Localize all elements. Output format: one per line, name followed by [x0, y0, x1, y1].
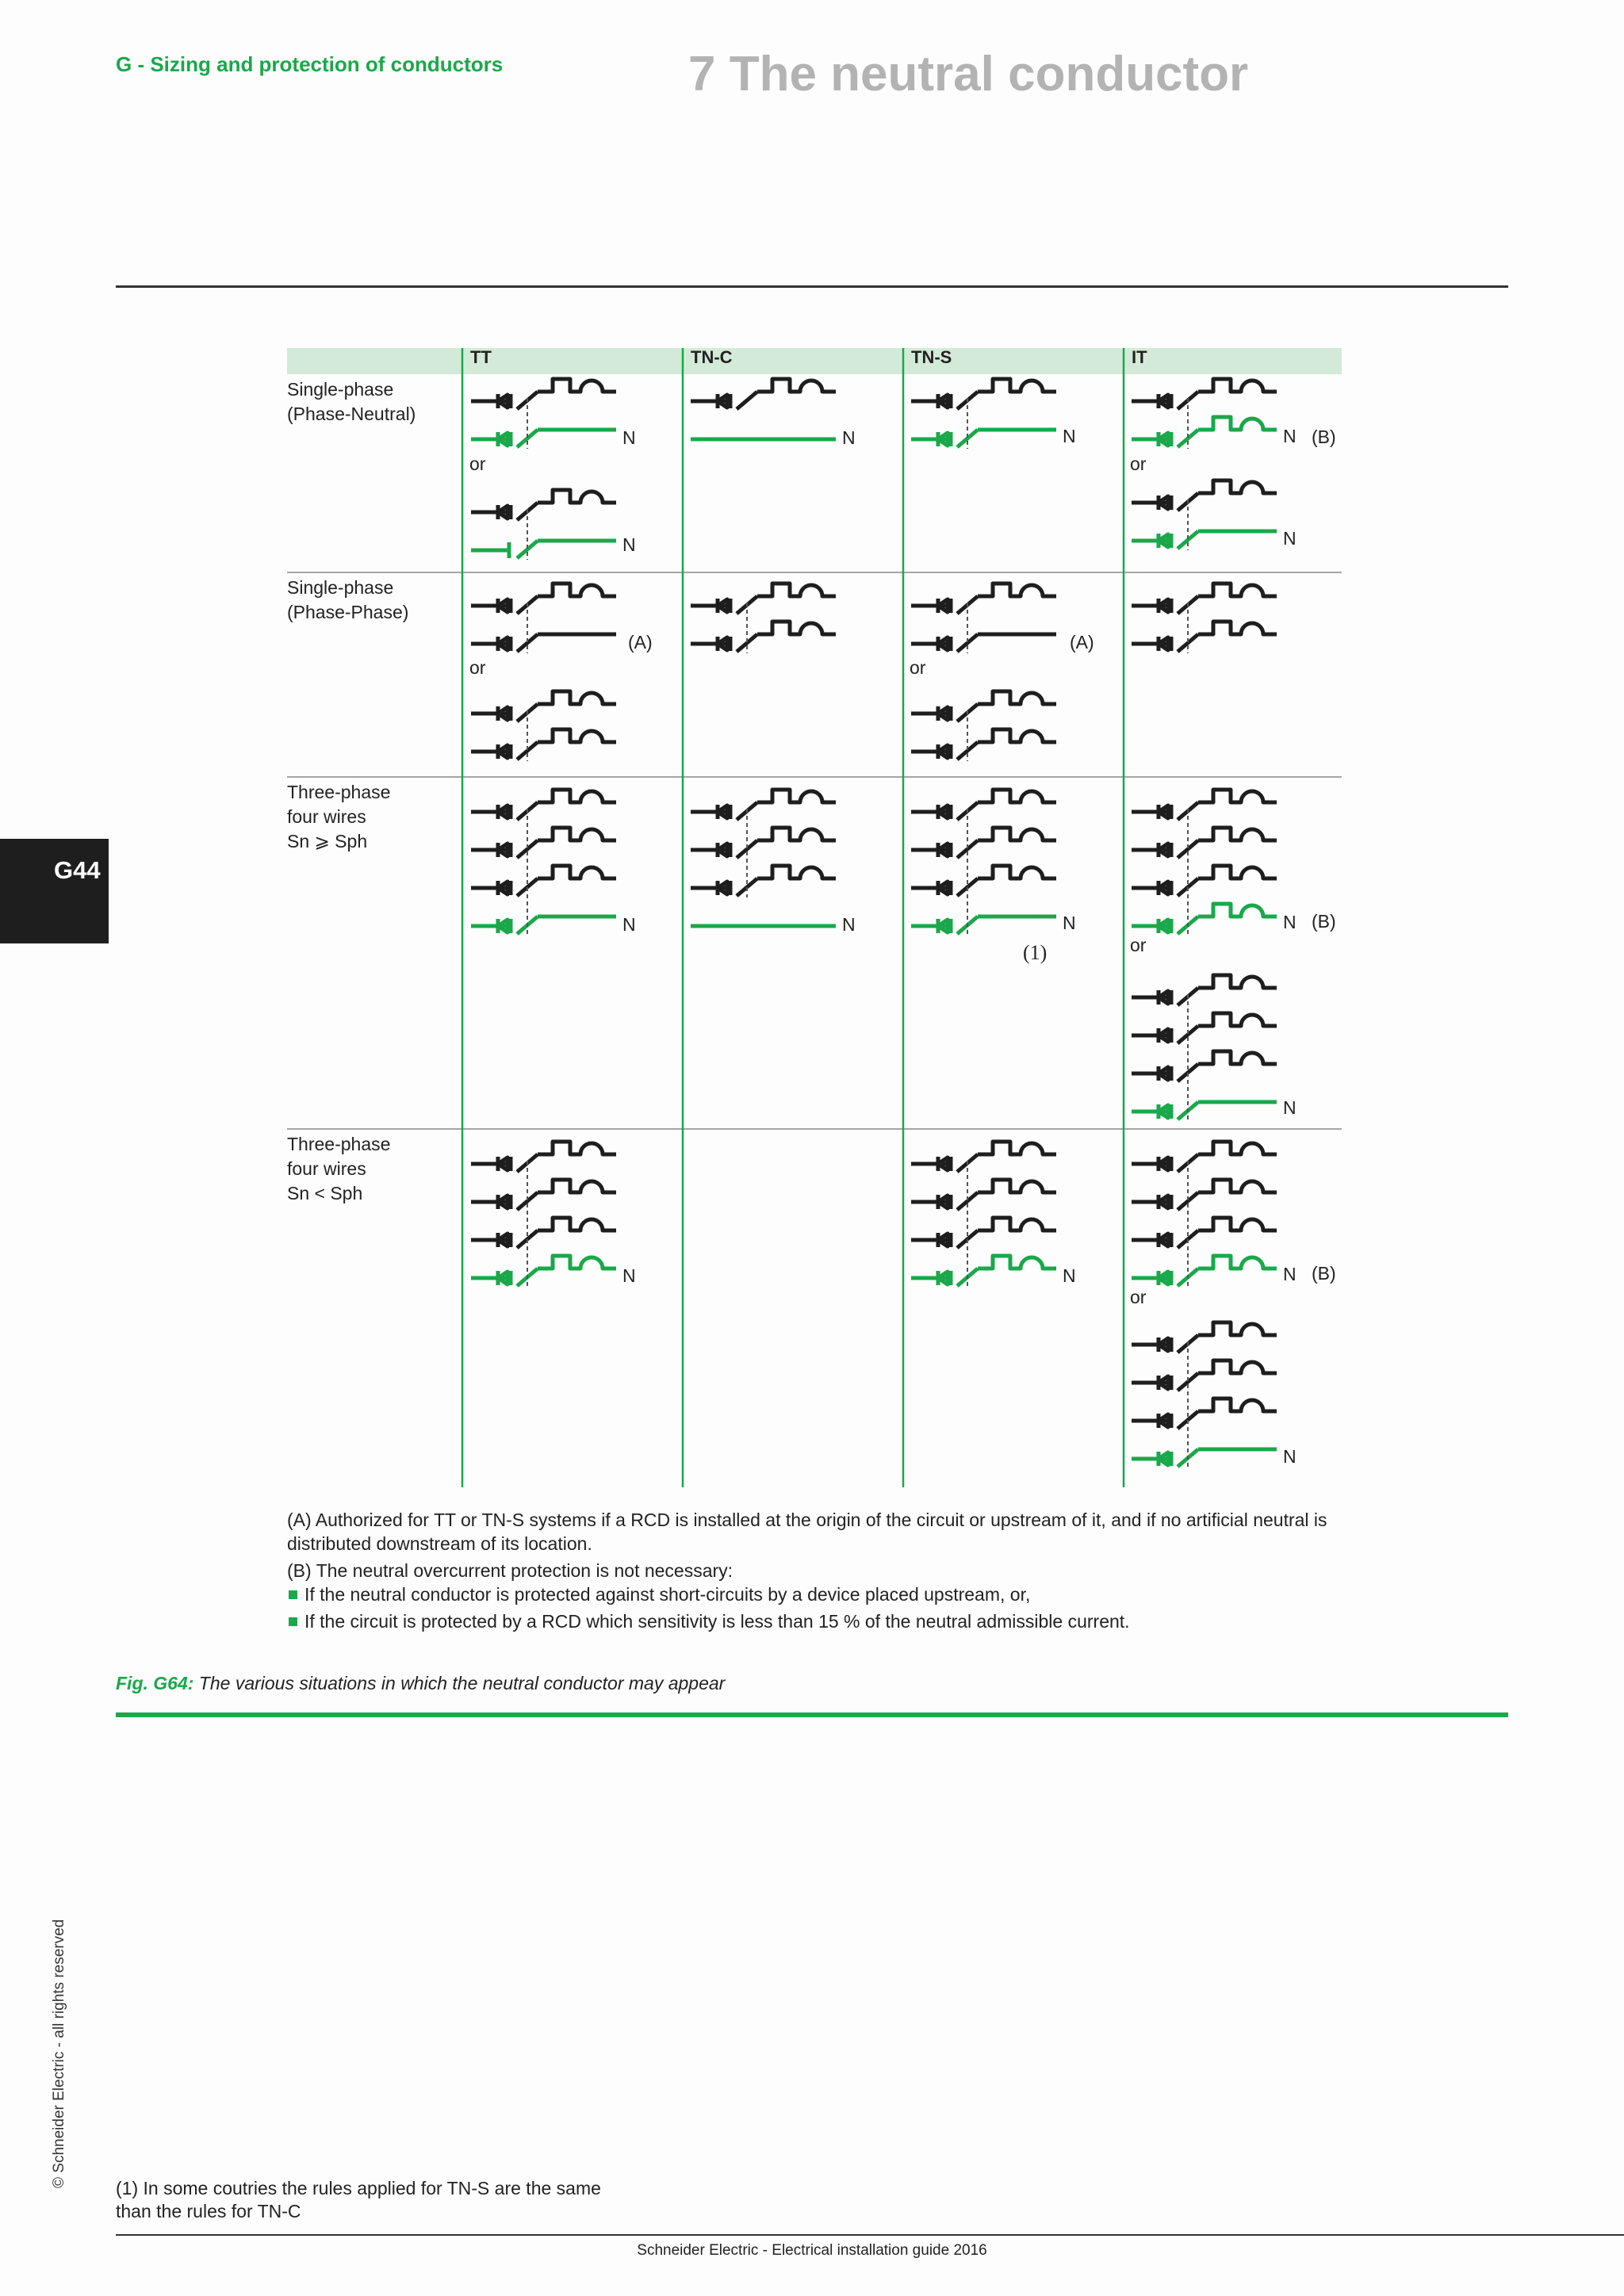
footnote	[116, 2177, 718, 2223]
note-b-bullet-2: If the circuit is protected by a RCD which sensitivity is less than 15 % of the neutral admissible current.	[287, 1609, 1342, 1633]
release-symbol	[1198, 417, 1277, 430]
release-symbol	[978, 1218, 1056, 1230]
neutral-label: N	[1283, 426, 1297, 446]
neutral-label: N	[622, 1265, 636, 1286]
or-label: or	[910, 657, 926, 678]
footnote-ref: (1)	[1023, 941, 1048, 964]
figure-notes	[287, 1508, 1342, 1633]
neutral-label: N	[1283, 1264, 1297, 1284]
phase-conductor	[691, 790, 836, 820]
footnote-line-2: than the rules for TN-C	[116, 2201, 301, 2221]
phase-conductor	[1132, 866, 1277, 896]
bottom-rule	[116, 2234, 1624, 2236]
row-label: Single-phase	[287, 577, 394, 598]
release-symbol	[1198, 1218, 1277, 1230]
phase-conductor	[1132, 790, 1277, 820]
release-symbol	[1198, 1360, 1277, 1373]
neutral-conductor	[911, 916, 1056, 934]
release-symbol	[538, 1256, 616, 1269]
note-b-marker: (B)	[1312, 911, 1336, 932]
neutral-conductor	[1132, 531, 1277, 549]
or-label: or	[469, 657, 486, 678]
release-symbol	[538, 729, 616, 742]
phase-conductor	[471, 490, 616, 520]
release-symbol	[1198, 379, 1277, 392]
release-symbol	[538, 1218, 616, 1230]
phase-conductor	[471, 691, 616, 721]
phase-conductor	[911, 828, 1056, 858]
row-label: Three-phase	[287, 1134, 391, 1154]
release-symbol	[538, 379, 616, 392]
release-symbol	[978, 691, 1056, 704]
column-header-tt: TT	[470, 347, 492, 367]
release-symbol	[1198, 1013, 1277, 1026]
release-symbol	[978, 866, 1056, 878]
phase-conductor	[471, 379, 616, 409]
note-a: (A) Authorized for TT or TN-S systems if a RCD is installed at the origin of the circuit or upstream of it, and if no artificial neutral is distributed downstream of its location.	[287, 1510, 1327, 1554]
neutral-label: N	[1063, 1265, 1076, 1286]
phase-conductor	[471, 866, 616, 896]
release-symbol	[538, 790, 616, 802]
release-symbol	[538, 490, 616, 503]
release-symbol	[538, 1180, 616, 1192]
footnote-line-1: (1) In some coutries the rules applied for TN-S are the same	[116, 2178, 601, 2198]
phase-conductor	[911, 379, 1056, 409]
release-symbol	[978, 584, 1056, 596]
page-footer: Schneider Electric - Electrical installation guide 2016	[637, 2242, 987, 2259]
release-symbol	[1198, 828, 1277, 840]
phase-conductor	[911, 1180, 1056, 1210]
release-symbol	[978, 1142, 1056, 1154]
phase-conductor	[1132, 1322, 1277, 1353]
release-symbol	[1198, 1322, 1277, 1335]
neutral-label: N	[1283, 912, 1297, 932]
note-b-marker: (B)	[1312, 427, 1336, 447]
phase-conductor	[471, 790, 616, 820]
release-symbol	[1198, 1051, 1277, 1064]
neutral-label: N	[622, 427, 636, 448]
neutral-conductor	[471, 916, 616, 934]
row-label: four wires	[287, 1158, 366, 1179]
phase-conductor	[1132, 584, 1277, 614]
phase-conductor	[1132, 379, 1277, 409]
or-label: or	[1130, 453, 1147, 474]
phase-conductor	[911, 790, 1056, 820]
phase-conductor	[1132, 1013, 1277, 1043]
release-symbol	[757, 866, 836, 878]
release-symbol	[978, 729, 1056, 742]
release-symbol	[978, 790, 1056, 802]
neutral-conductor	[1132, 1256, 1277, 1286]
copyright-notice: © Schneider Electric - all rights reserved	[51, 1919, 67, 2188]
release-symbol	[1198, 790, 1277, 802]
release-symbol	[538, 866, 616, 878]
row-label: Sn ⩾ Sph	[287, 831, 368, 851]
release-symbol	[757, 828, 836, 840]
phase-conductor	[911, 1142, 1056, 1172]
release-symbol	[1198, 866, 1277, 878]
switch-blade	[737, 392, 757, 409]
phase-conductor	[471, 1180, 616, 1210]
release-symbol	[538, 1142, 616, 1154]
phase-conductor	[911, 691, 1056, 721]
row-label: Three-phase	[287, 782, 391, 802]
phase-conductor	[911, 866, 1056, 896]
column-header-tn-s: TN-S	[911, 347, 952, 367]
neutral-conductor	[471, 541, 616, 558]
phase-conductor	[1132, 1180, 1277, 1210]
note-b: (B) The neutral overcurrent protection is not necessary:	[287, 1560, 733, 1581]
phase-conductor	[911, 584, 1056, 614]
release-symbol	[1198, 904, 1277, 916]
release-symbol	[978, 828, 1056, 840]
table-header-band	[287, 348, 1342, 374]
column-header-tn-c: TN-C	[691, 347, 733, 367]
phase-conductor	[911, 634, 1056, 652]
note-a-marker: (A)	[1070, 632, 1094, 652]
page-number: G44	[54, 856, 101, 884]
release-symbol	[538, 828, 616, 840]
neutral-conductor	[471, 430, 616, 447]
figure-caption-text: The various situations in which the neutral conductor may appear	[193, 1673, 726, 1693]
phase-conductor	[471, 1142, 616, 1172]
release-symbol	[978, 1180, 1056, 1192]
neutral-label: N	[622, 914, 636, 935]
neutral-conductor	[1132, 1449, 1277, 1467]
release-symbol	[757, 379, 836, 392]
phase-conductor	[471, 828, 616, 858]
release-symbol	[978, 379, 1056, 392]
neutral-conductor	[471, 1256, 616, 1286]
release-symbol	[757, 584, 836, 596]
note-a-marker: (A)	[628, 632, 653, 652]
neutral-conductor	[911, 1256, 1056, 1286]
release-symbol	[1198, 1256, 1277, 1269]
release-symbol	[1198, 480, 1277, 493]
neutral-label: N	[1283, 1097, 1297, 1118]
release-symbol	[538, 691, 616, 704]
neutral-conductor	[1132, 417, 1277, 447]
phase-conductor	[1132, 975, 1277, 1005]
row-label: four wires	[287, 806, 366, 827]
neutral-label: N	[1063, 913, 1076, 933]
release-symbol	[538, 584, 616, 596]
phase-conductor	[1132, 828, 1277, 858]
neutral-label: N	[1283, 528, 1297, 549]
chapter-title: 7 The neutral conductor	[688, 47, 1249, 101]
release-symbol	[978, 1256, 1056, 1269]
release-symbol	[757, 622, 836, 634]
neutral-label: N	[622, 534, 636, 555]
phase-conductor	[1132, 1218, 1277, 1248]
phase-conductor	[691, 584, 836, 614]
phase-conductor	[691, 866, 836, 896]
note-b-bullet-1: If the neutral conductor is protected against short-circuits by a device placed upstream, or,	[287, 1582, 1342, 1606]
section-title: G - Sizing and protection of conductors	[116, 52, 504, 76]
phase-conductor	[1132, 480, 1277, 511]
neutral-conductor	[1132, 1102, 1277, 1119]
figure-caption	[116, 1673, 725, 1694]
caption-rule	[116, 1712, 1508, 1717]
phase-conductor	[471, 1218, 616, 1248]
phase-conductor	[911, 729, 1056, 760]
phase-conductor	[471, 634, 616, 652]
row-label: Sn < Sph	[287, 1183, 363, 1203]
release-symbol	[1198, 1142, 1277, 1154]
column-header-it: IT	[1132, 347, 1147, 367]
note-b-marker: (B)	[1312, 1263, 1336, 1284]
row-label: Single-phase	[287, 379, 394, 400]
phase-conductor	[1132, 1051, 1277, 1081]
release-symbol	[1198, 1399, 1277, 1411]
or-label: or	[1130, 935, 1147, 955]
phase-conductor	[1132, 1399, 1277, 1429]
neutral-conductor	[911, 430, 1056, 447]
neutral-conductor	[1132, 904, 1277, 934]
phase-conductor	[471, 584, 616, 614]
phase-conductor	[691, 622, 836, 652]
row-label: (Phase-Neutral)	[287, 404, 416, 424]
phase-conductor	[691, 379, 836, 409]
phase-conductor	[911, 1218, 1056, 1248]
release-symbol	[1198, 975, 1277, 988]
row-label: (Phase-Phase)	[287, 602, 409, 622]
neutral-label: N	[842, 427, 856, 448]
neutral-label: N	[1283, 1446, 1297, 1467]
phase-conductor	[1132, 1142, 1277, 1172]
phase-conductor	[471, 729, 616, 760]
phase-conductor	[691, 828, 836, 858]
neutral-label: N	[1063, 426, 1076, 446]
or-label: or	[1130, 1287, 1147, 1307]
release-symbol	[1198, 584, 1277, 596]
neutral-label: N	[842, 914, 856, 935]
figure-caption-label: Fig. G64:	[116, 1673, 194, 1693]
or-label: or	[469, 453, 486, 474]
release-symbol	[1198, 1180, 1277, 1192]
phase-conductor	[1132, 1360, 1277, 1391]
phase-conductor	[1132, 622, 1277, 652]
release-symbol	[1198, 622, 1277, 634]
release-symbol	[757, 790, 836, 802]
